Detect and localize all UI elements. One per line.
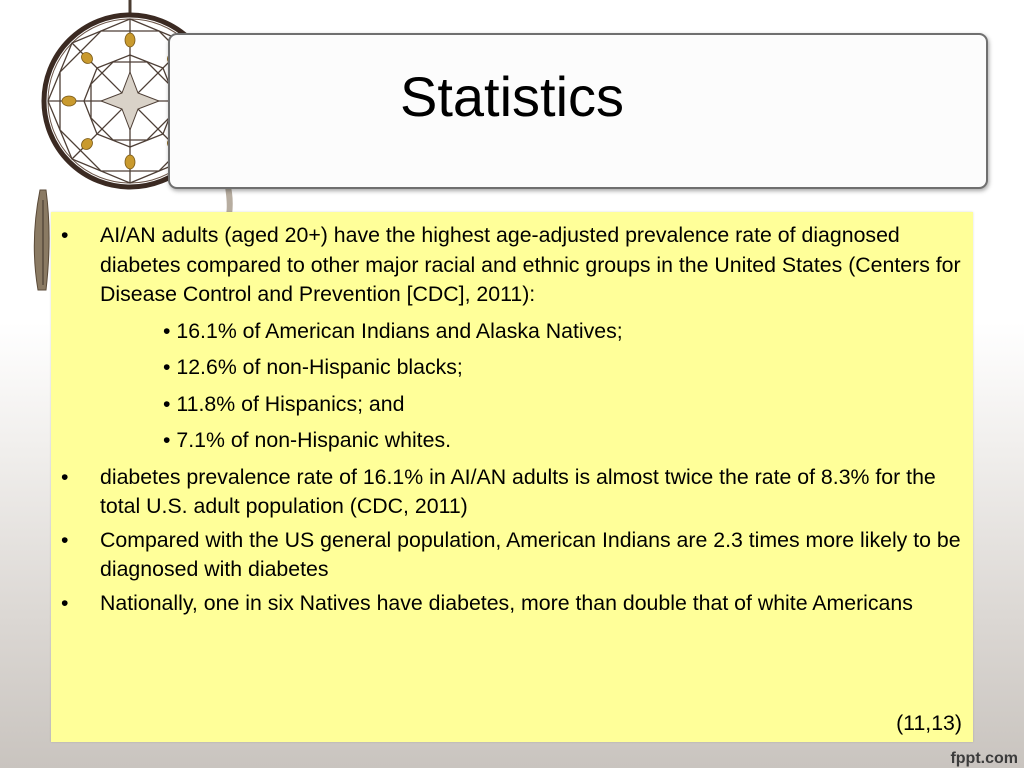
sub-list-item: • 12.6% of non-Hispanic blacks; [163, 355, 463, 379]
bullet-text: Nationally, one in six Natives have diabetes, more than double that of white Americans [100, 590, 913, 615]
bullet-dot: • [61, 464, 69, 489]
bullet-dot: • [61, 527, 69, 552]
sub-list-item: • 7.1% of non-Hispanic whites. [163, 428, 452, 452]
content-panel [51, 212, 973, 742]
bullet-list [51, 221, 973, 618]
sub-list [51, 313, 973, 459]
sub-list-item: • 11.8% of Hispanics; and [163, 391, 405, 416]
sub-list-item: • 16.1% of American Indians and Alaska Natives; [163, 318, 623, 343]
bullet-dot: • [61, 223, 69, 247]
bullet-text: diabetes prevalence rate of 16.1% in AI/AN adults is almost twice the rate of 8.3% for the total U.S. adult population (CDC, 2011) [100, 464, 936, 518]
bullet-text: AI/AN adults (aged 20+) have the highest age-adjusted prevalence rate of diagnosed diabetes compared to other major racial and ethnic groups in the United States (Centers for Disease Control and Prevention [CDC], 2011): [100, 223, 961, 306]
list-item [51, 589, 965, 619]
footer-brand: fppt.com [950, 750, 1018, 767]
list-item [51, 221, 965, 310]
list-item [51, 463, 965, 522]
bullet-text: Compared with the US general population, American Indians are 2.3 times more likely to be diagnosed with diabetes [100, 527, 961, 581]
sub-list-container [51, 313, 973, 459]
bullet-dot: • [61, 590, 69, 615]
slide-title: Statistics [399, 65, 625, 128]
list-item [51, 526, 965, 585]
citation: (11,13) [896, 711, 962, 735]
